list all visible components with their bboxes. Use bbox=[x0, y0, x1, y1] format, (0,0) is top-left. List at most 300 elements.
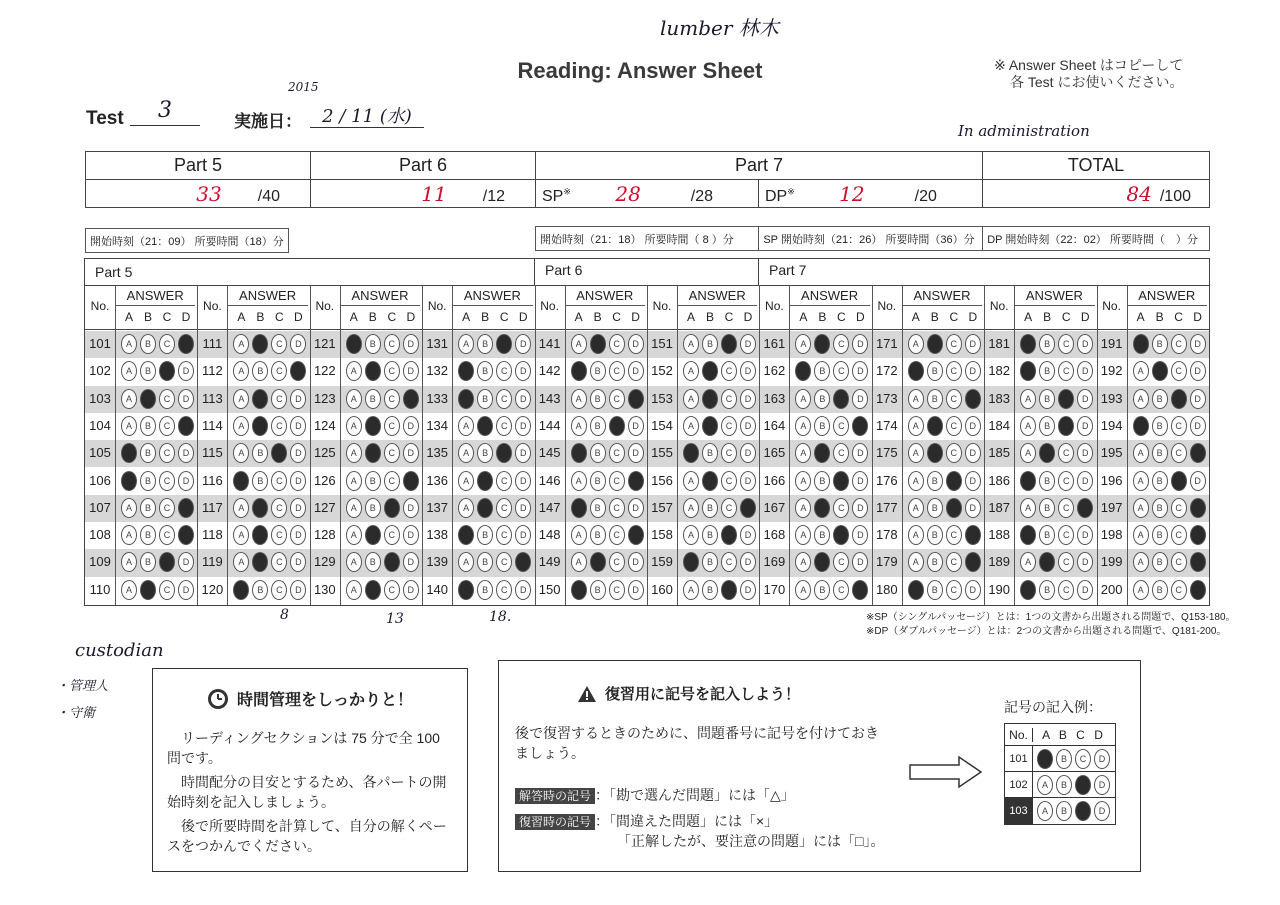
answer-bubble[interactable]: B bbox=[477, 416, 493, 436]
answer-bubble[interactable]: C bbox=[609, 498, 625, 518]
answer-bubble[interactable]: A bbox=[458, 389, 474, 409]
answer-bubble[interactable]: D bbox=[290, 552, 306, 572]
answer-bubble[interactable]: D bbox=[965, 416, 981, 436]
answer-bubble[interactable]: C bbox=[496, 416, 512, 436]
answer-bubble[interactable]: B bbox=[1039, 443, 1055, 463]
answer-bubble[interactable]: B bbox=[1039, 580, 1055, 600]
answer-bubble[interactable]: B bbox=[477, 443, 493, 463]
answer-bubble[interactable]: B bbox=[1152, 471, 1168, 491]
answer-bubble[interactable]: A bbox=[458, 580, 474, 600]
answer-bubble[interactable]: C bbox=[271, 443, 287, 463]
answer-bubble[interactable]: A bbox=[683, 416, 699, 436]
answer-bubble[interactable]: C bbox=[946, 498, 962, 518]
answer-bubble[interactable]: A bbox=[795, 552, 811, 572]
answer-bubble[interactable]: A bbox=[683, 580, 699, 600]
answer-bubble[interactable]: C bbox=[1171, 361, 1187, 381]
answer-bubble[interactable]: B bbox=[365, 361, 381, 381]
answer-bubble[interactable]: B bbox=[140, 389, 156, 409]
answer-bubble[interactable]: C bbox=[159, 552, 175, 572]
answer-bubble[interactable]: D bbox=[515, 471, 531, 491]
answer-bubble[interactable]: B bbox=[927, 416, 943, 436]
answer-bubble[interactable]: C bbox=[159, 580, 175, 600]
answer-bubble[interactable]: A bbox=[795, 361, 811, 381]
answer-bubble[interactable]: C bbox=[1171, 416, 1187, 436]
answer-bubble[interactable]: C bbox=[609, 525, 625, 545]
answer-bubble[interactable]: B bbox=[1152, 389, 1168, 409]
answer-bubble[interactable]: B bbox=[477, 525, 493, 545]
answer-bubble[interactable]: A bbox=[1020, 361, 1036, 381]
answer-bubble[interactable]: D bbox=[515, 498, 531, 518]
answer-bubble[interactable]: C bbox=[833, 580, 849, 600]
answer-bubble[interactable]: B bbox=[927, 580, 943, 600]
answer-bubble[interactable]: D bbox=[515, 389, 531, 409]
answer-bubble[interactable]: B bbox=[1039, 334, 1055, 354]
answer-bubble[interactable]: A bbox=[458, 525, 474, 545]
answer-bubble[interactable]: D bbox=[403, 498, 419, 518]
answer-bubble[interactable]: C bbox=[496, 361, 512, 381]
answer-bubble[interactable]: C bbox=[384, 552, 400, 572]
answer-bubble[interactable]: B bbox=[140, 525, 156, 545]
answer-bubble[interactable]: C bbox=[721, 525, 737, 545]
answer-bubble[interactable]: A bbox=[1133, 334, 1149, 354]
answer-bubble[interactable]: D bbox=[740, 525, 756, 545]
answer-bubble[interactable]: B bbox=[702, 498, 718, 518]
answer-bubble[interactable]: C bbox=[833, 525, 849, 545]
answer-bubble[interactable]: C bbox=[946, 389, 962, 409]
answer-bubble[interactable]: C bbox=[833, 443, 849, 463]
answer-bubble[interactable]: C bbox=[1171, 389, 1187, 409]
answer-bubble[interactable]: A bbox=[571, 361, 587, 381]
answer-bubble[interactable]: D bbox=[178, 389, 194, 409]
answer-bubble[interactable]: D bbox=[178, 334, 194, 354]
answer-bubble[interactable]: A bbox=[346, 389, 362, 409]
answer-bubble[interactable]: C bbox=[1058, 389, 1074, 409]
answer-bubble[interactable]: A bbox=[571, 416, 587, 436]
answer-bubble[interactable]: A bbox=[571, 389, 587, 409]
answer-bubble[interactable]: D bbox=[290, 443, 306, 463]
answer-bubble[interactable]: D bbox=[740, 443, 756, 463]
answer-bubble[interactable]: A bbox=[346, 334, 362, 354]
answer-bubble[interactable]: B bbox=[1039, 498, 1055, 518]
answer-bubble[interactable]: C bbox=[496, 498, 512, 518]
answer-bubble[interactable]: C bbox=[496, 334, 512, 354]
answer-bubble[interactable]: B bbox=[702, 389, 718, 409]
answer-bubble[interactable]: D bbox=[403, 525, 419, 545]
answer-bubble[interactable]: D bbox=[290, 525, 306, 545]
answer-bubble[interactable]: A bbox=[1020, 498, 1036, 518]
answer-bubble[interactable]: A bbox=[795, 443, 811, 463]
answer-bubble[interactable]: A bbox=[233, 443, 249, 463]
answer-bubble[interactable]: B bbox=[927, 498, 943, 518]
answer-bubble[interactable]: D bbox=[965, 361, 981, 381]
answer-bubble[interactable]: A bbox=[458, 443, 474, 463]
answer-bubble[interactable]: C bbox=[946, 361, 962, 381]
answer-bubble[interactable]: D bbox=[852, 334, 868, 354]
answer-bubble[interactable]: D bbox=[740, 416, 756, 436]
answer-bubble[interactable]: C bbox=[271, 498, 287, 518]
answer-bubble[interactable]: A bbox=[458, 334, 474, 354]
answer-bubble[interactable]: D bbox=[740, 471, 756, 491]
answer-bubble[interactable]: C bbox=[1171, 552, 1187, 572]
answer-bubble[interactable]: C bbox=[159, 334, 175, 354]
answer-bubble[interactable]: D bbox=[965, 525, 981, 545]
answer-bubble[interactable]: B bbox=[702, 361, 718, 381]
answer-bubble[interactable]: B bbox=[814, 389, 830, 409]
answer-bubble[interactable]: A bbox=[121, 389, 137, 409]
answer-bubble[interactable]: D bbox=[290, 471, 306, 491]
answer-bubble[interactable]: C bbox=[721, 361, 737, 381]
answer-bubble[interactable]: D bbox=[290, 361, 306, 381]
answer-bubble[interactable]: D bbox=[178, 552, 194, 572]
answer-bubble[interactable]: B bbox=[365, 580, 381, 600]
answer-bubble[interactable]: A bbox=[346, 443, 362, 463]
answer-bubble[interactable]: B bbox=[927, 389, 943, 409]
answer-bubble[interactable]: C bbox=[1171, 525, 1187, 545]
answer-bubble[interactable]: B bbox=[702, 525, 718, 545]
answer-bubble[interactable]: A bbox=[795, 471, 811, 491]
answer-bubble[interactable]: A bbox=[908, 498, 924, 518]
answer-bubble[interactable]: D bbox=[290, 580, 306, 600]
answer-bubble[interactable]: C bbox=[609, 580, 625, 600]
answer-bubble[interactable]: A bbox=[458, 498, 474, 518]
answer-bubble[interactable]: A bbox=[908, 525, 924, 545]
answer-bubble[interactable]: B bbox=[927, 443, 943, 463]
answer-bubble[interactable]: C bbox=[1058, 552, 1074, 572]
answer-bubble[interactable]: B bbox=[814, 334, 830, 354]
answer-bubble[interactable]: B bbox=[252, 361, 268, 381]
answer-bubble[interactable]: D bbox=[852, 416, 868, 436]
answer-bubble[interactable]: A bbox=[121, 334, 137, 354]
answer-bubble[interactable]: C bbox=[609, 416, 625, 436]
answer-bubble[interactable]: C bbox=[833, 498, 849, 518]
answer-bubble[interactable]: B bbox=[814, 498, 830, 518]
answer-bubble[interactable]: B bbox=[365, 334, 381, 354]
answer-bubble[interactable]: D bbox=[852, 389, 868, 409]
answer-bubble[interactable]: D bbox=[403, 334, 419, 354]
answer-bubble[interactable]: B bbox=[140, 334, 156, 354]
answer-bubble[interactable]: D bbox=[1190, 498, 1206, 518]
answer-bubble[interactable]: D bbox=[852, 498, 868, 518]
answer-bubble[interactable]: C bbox=[833, 416, 849, 436]
answer-bubble[interactable]: A bbox=[233, 525, 249, 545]
answer-bubble[interactable]: C bbox=[271, 471, 287, 491]
answer-bubble[interactable]: D bbox=[515, 552, 531, 572]
answer-bubble[interactable]: A bbox=[683, 498, 699, 518]
answer-bubble[interactable]: C bbox=[1058, 471, 1074, 491]
answer-bubble[interactable]: A bbox=[346, 416, 362, 436]
answer-bubble[interactable]: C bbox=[159, 471, 175, 491]
answer-bubble[interactable]: A bbox=[1020, 389, 1036, 409]
answer-bubble[interactable]: B bbox=[477, 580, 493, 600]
answer-bubble[interactable]: D bbox=[852, 471, 868, 491]
answer-bubble[interactable]: A bbox=[683, 334, 699, 354]
answer-bubble[interactable]: C bbox=[271, 361, 287, 381]
answer-bubble[interactable]: B bbox=[814, 471, 830, 491]
answer-bubble[interactable]: B bbox=[252, 552, 268, 572]
answer-bubble[interactable]: D bbox=[403, 471, 419, 491]
answer-bubble[interactable]: B bbox=[477, 334, 493, 354]
answer-bubble[interactable]: D bbox=[628, 334, 644, 354]
answer-bubble[interactable]: B bbox=[140, 361, 156, 381]
answer-bubble[interactable]: A bbox=[233, 416, 249, 436]
answer-bubble[interactable]: C bbox=[384, 580, 400, 600]
answer-bubble[interactable]: D bbox=[1077, 361, 1093, 381]
answer-bubble[interactable]: D bbox=[965, 580, 981, 600]
answer-bubble[interactable]: B bbox=[814, 525, 830, 545]
answer-bubble[interactable]: D bbox=[852, 361, 868, 381]
answer-bubble[interactable]: A bbox=[121, 361, 137, 381]
answer-bubble[interactable]: C bbox=[833, 334, 849, 354]
answer-bubble[interactable]: C bbox=[384, 334, 400, 354]
answer-bubble[interactable]: A bbox=[908, 361, 924, 381]
answer-bubble[interactable]: A bbox=[1020, 525, 1036, 545]
answer-bubble[interactable]: A bbox=[121, 580, 137, 600]
answer-bubble[interactable]: B bbox=[477, 498, 493, 518]
answer-bubble[interactable]: D bbox=[1190, 361, 1206, 381]
answer-bubble[interactable]: A bbox=[908, 443, 924, 463]
answer-bubble[interactable]: A bbox=[795, 498, 811, 518]
answer-bubble[interactable]: A bbox=[346, 361, 362, 381]
answer-bubble[interactable]: B bbox=[477, 389, 493, 409]
answer-bubble[interactable]: B bbox=[702, 416, 718, 436]
answer-bubble[interactable]: A bbox=[1020, 416, 1036, 436]
answer-bubble[interactable]: D bbox=[178, 443, 194, 463]
answer-bubble[interactable]: B bbox=[702, 334, 718, 354]
answer-bubble[interactable]: A bbox=[121, 525, 137, 545]
answer-bubble[interactable]: B bbox=[590, 416, 606, 436]
answer-bubble[interactable]: D bbox=[1190, 552, 1206, 572]
answer-bubble[interactable]: B bbox=[814, 552, 830, 572]
answer-bubble[interactable]: B bbox=[927, 334, 943, 354]
answer-bubble[interactable]: D bbox=[403, 416, 419, 436]
answer-bubble[interactable]: C bbox=[609, 389, 625, 409]
answer-bubble[interactable]: C bbox=[946, 416, 962, 436]
answer-bubble[interactable]: B bbox=[590, 552, 606, 572]
answer-bubble[interactable]: D bbox=[515, 525, 531, 545]
answer-bubble[interactable]: D bbox=[965, 498, 981, 518]
answer-bubble[interactable]: B bbox=[1152, 361, 1168, 381]
answer-bubble[interactable]: A bbox=[795, 580, 811, 600]
answer-bubble[interactable]: C bbox=[721, 334, 737, 354]
answer-bubble[interactable]: D bbox=[403, 389, 419, 409]
answer-bubble[interactable]: A bbox=[1133, 416, 1149, 436]
answer-bubble[interactable]: D bbox=[965, 389, 981, 409]
answer-bubble[interactable]: B bbox=[1152, 334, 1168, 354]
answer-bubble[interactable]: A bbox=[908, 552, 924, 572]
answer-bubble[interactable]: B bbox=[1039, 361, 1055, 381]
answer-bubble[interactable]: A bbox=[683, 443, 699, 463]
answer-bubble[interactable]: C bbox=[721, 498, 737, 518]
answer-bubble[interactable]: B bbox=[702, 471, 718, 491]
answer-bubble[interactable]: B bbox=[927, 361, 943, 381]
answer-bubble[interactable]: A bbox=[1133, 361, 1149, 381]
answer-bubble[interactable]: D bbox=[515, 361, 531, 381]
answer-bubble[interactable]: B bbox=[1152, 580, 1168, 600]
answer-bubble[interactable]: B bbox=[365, 416, 381, 436]
answer-bubble[interactable]: A bbox=[233, 552, 249, 572]
answer-bubble[interactable]: C bbox=[946, 552, 962, 572]
answer-bubble[interactable]: D bbox=[628, 443, 644, 463]
answer-bubble[interactable]: D bbox=[1190, 416, 1206, 436]
answer-bubble[interactable]: C bbox=[1058, 580, 1074, 600]
answer-bubble[interactable]: D bbox=[403, 580, 419, 600]
answer-bubble[interactable]: B bbox=[140, 580, 156, 600]
answer-bubble[interactable]: A bbox=[1133, 552, 1149, 572]
answer-bubble[interactable]: A bbox=[683, 361, 699, 381]
answer-bubble[interactable]: B bbox=[927, 471, 943, 491]
answer-bubble[interactable]: D bbox=[852, 525, 868, 545]
answer-bubble[interactable]: B bbox=[252, 471, 268, 491]
answer-bubble[interactable]: B bbox=[590, 580, 606, 600]
answer-bubble[interactable]: B bbox=[365, 552, 381, 572]
answer-bubble[interactable]: D bbox=[1077, 552, 1093, 572]
answer-bubble[interactable]: C bbox=[1171, 580, 1187, 600]
answer-bubble[interactable]: B bbox=[252, 389, 268, 409]
answer-bubble[interactable]: C bbox=[609, 552, 625, 572]
answer-bubble[interactable]: D bbox=[290, 334, 306, 354]
answer-bubble[interactable]: B bbox=[927, 552, 943, 572]
answer-bubble[interactable]: A bbox=[795, 416, 811, 436]
answer-bubble[interactable]: D bbox=[628, 580, 644, 600]
answer-bubble[interactable]: D bbox=[515, 443, 531, 463]
answer-bubble[interactable]: D bbox=[1190, 389, 1206, 409]
answer-bubble[interactable]: B bbox=[365, 498, 381, 518]
answer-bubble[interactable]: C bbox=[271, 552, 287, 572]
answer-bubble[interactable]: A bbox=[233, 498, 249, 518]
answer-bubble[interactable]: B bbox=[1152, 443, 1168, 463]
answer-bubble[interactable]: C bbox=[1171, 471, 1187, 491]
answer-bubble[interactable]: B bbox=[702, 552, 718, 572]
answer-bubble[interactable]: B bbox=[927, 525, 943, 545]
answer-bubble[interactable]: A bbox=[571, 580, 587, 600]
answer-bubble[interactable]: B bbox=[590, 443, 606, 463]
answer-bubble[interactable]: A bbox=[121, 416, 137, 436]
answer-bubble[interactable]: D bbox=[628, 498, 644, 518]
answer-bubble[interactable]: B bbox=[477, 552, 493, 572]
answer-bubble[interactable]: B bbox=[702, 580, 718, 600]
answer-bubble[interactable]: C bbox=[1058, 334, 1074, 354]
answer-bubble[interactable]: B bbox=[1039, 552, 1055, 572]
answer-bubble[interactable]: D bbox=[628, 361, 644, 381]
answer-bubble[interactable]: C bbox=[159, 416, 175, 436]
answer-bubble[interactable]: B bbox=[365, 443, 381, 463]
answer-bubble[interactable]: A bbox=[121, 498, 137, 518]
answer-bubble[interactable]: C bbox=[1058, 498, 1074, 518]
answer-bubble[interactable]: B bbox=[477, 471, 493, 491]
answer-bubble[interactable]: D bbox=[178, 580, 194, 600]
answer-bubble[interactable]: C bbox=[946, 443, 962, 463]
answer-bubble[interactable]: D bbox=[1190, 580, 1206, 600]
answer-bubble[interactable]: B bbox=[590, 334, 606, 354]
answer-bubble[interactable]: B bbox=[590, 389, 606, 409]
answer-bubble[interactable]: D bbox=[1190, 525, 1206, 545]
answer-bubble[interactable]: C bbox=[496, 552, 512, 572]
answer-bubble[interactable]: D bbox=[1077, 416, 1093, 436]
answer-bubble[interactable]: D bbox=[403, 361, 419, 381]
answer-bubble[interactable]: A bbox=[908, 416, 924, 436]
answer-bubble[interactable]: C bbox=[721, 471, 737, 491]
answer-bubble[interactable]: D bbox=[740, 552, 756, 572]
answer-bubble[interactable]: A bbox=[1133, 498, 1149, 518]
answer-bubble[interactable]: D bbox=[290, 389, 306, 409]
answer-bubble[interactable]: B bbox=[140, 552, 156, 572]
answer-bubble[interactable]: A bbox=[571, 498, 587, 518]
answer-bubble[interactable]: A bbox=[1133, 443, 1149, 463]
answer-bubble[interactable]: B bbox=[814, 443, 830, 463]
answer-bubble[interactable]: D bbox=[628, 525, 644, 545]
answer-bubble[interactable]: D bbox=[515, 580, 531, 600]
answer-bubble[interactable]: D bbox=[515, 334, 531, 354]
answer-bubble[interactable]: B bbox=[1152, 498, 1168, 518]
answer-bubble[interactable]: D bbox=[515, 416, 531, 436]
answer-bubble[interactable]: B bbox=[814, 580, 830, 600]
answer-bubble[interactable]: C bbox=[833, 389, 849, 409]
answer-bubble[interactable]: A bbox=[458, 416, 474, 436]
answer-bubble[interactable]: B bbox=[252, 580, 268, 600]
answer-bubble[interactable]: D bbox=[1077, 334, 1093, 354]
answer-bubble[interactable]: B bbox=[252, 334, 268, 354]
answer-bubble[interactable]: C bbox=[609, 361, 625, 381]
answer-bubble[interactable]: C bbox=[1171, 334, 1187, 354]
answer-bubble[interactable]: C bbox=[384, 361, 400, 381]
answer-bubble[interactable]: A bbox=[571, 443, 587, 463]
answer-bubble[interactable]: B bbox=[365, 389, 381, 409]
answer-bubble[interactable]: C bbox=[159, 498, 175, 518]
answer-bubble[interactable]: C bbox=[159, 389, 175, 409]
answer-bubble[interactable]: C bbox=[1058, 361, 1074, 381]
answer-bubble[interactable]: B bbox=[1039, 416, 1055, 436]
answer-bubble[interactable]: D bbox=[1190, 443, 1206, 463]
answer-bubble[interactable]: C bbox=[1058, 525, 1074, 545]
answer-bubble[interactable]: B bbox=[140, 443, 156, 463]
answer-bubble[interactable]: A bbox=[1133, 471, 1149, 491]
answer-bubble[interactable]: C bbox=[721, 389, 737, 409]
answer-bubble[interactable]: C bbox=[721, 552, 737, 572]
answer-bubble[interactable]: D bbox=[1077, 471, 1093, 491]
answer-bubble[interactable]: B bbox=[1039, 471, 1055, 491]
answer-bubble[interactable]: D bbox=[403, 443, 419, 463]
answer-bubble[interactable]: A bbox=[1020, 552, 1036, 572]
answer-bubble[interactable]: C bbox=[496, 443, 512, 463]
answer-bubble[interactable]: C bbox=[271, 334, 287, 354]
answer-bubble[interactable]: A bbox=[233, 580, 249, 600]
answer-bubble[interactable]: B bbox=[252, 443, 268, 463]
answer-bubble[interactable]: C bbox=[946, 334, 962, 354]
answer-bubble[interactable]: A bbox=[1133, 580, 1149, 600]
answer-bubble[interactable]: D bbox=[178, 525, 194, 545]
answer-bubble[interactable]: D bbox=[403, 552, 419, 572]
answer-bubble[interactable]: D bbox=[740, 361, 756, 381]
answer-bubble[interactable]: B bbox=[590, 471, 606, 491]
answer-bubble[interactable]: D bbox=[740, 498, 756, 518]
answer-bubble[interactable]: D bbox=[1077, 443, 1093, 463]
answer-bubble[interactable]: A bbox=[346, 498, 362, 518]
answer-bubble[interactable]: A bbox=[121, 552, 137, 572]
answer-bubble[interactable]: C bbox=[833, 552, 849, 572]
answer-bubble[interactable]: A bbox=[1133, 389, 1149, 409]
answer-bubble[interactable]: D bbox=[1077, 525, 1093, 545]
answer-bubble[interactable]: B bbox=[814, 416, 830, 436]
answer-bubble[interactable]: D bbox=[740, 389, 756, 409]
answer-bubble[interactable]: A bbox=[1020, 580, 1036, 600]
answer-bubble[interactable]: A bbox=[1020, 334, 1036, 354]
answer-bubble[interactable]: D bbox=[628, 471, 644, 491]
answer-bubble[interactable]: D bbox=[290, 416, 306, 436]
answer-bubble[interactable]: D bbox=[628, 416, 644, 436]
answer-bubble[interactable]: B bbox=[252, 498, 268, 518]
answer-bubble[interactable]: C bbox=[159, 361, 175, 381]
answer-bubble[interactable]: A bbox=[908, 471, 924, 491]
